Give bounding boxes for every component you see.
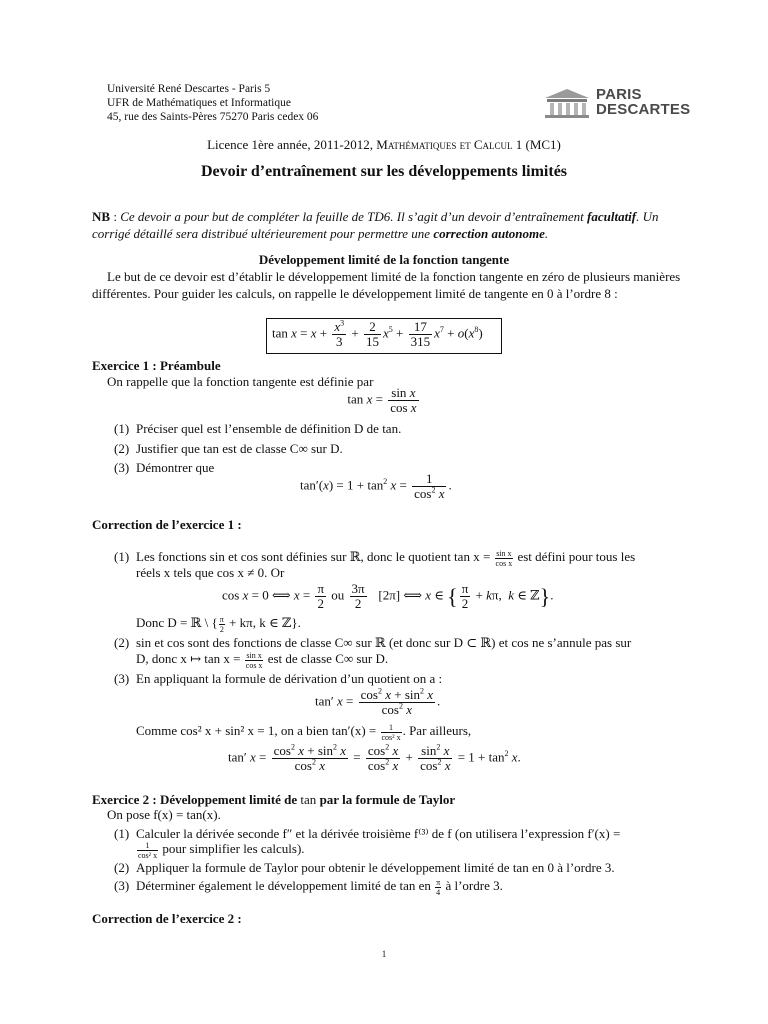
exercise-2-intro: On pose f(x) = tan(x). bbox=[107, 807, 221, 822]
paris-descartes-logo bbox=[541, 84, 691, 124]
exercise-1-heading: Exercice 1 : Préambule bbox=[92, 358, 221, 373]
tan-derivative-identity: $\tan'(x) = 1 + \tan^2 x$ = $\frac{1}{\cos^2 x}$ . bbox=[300, 471, 452, 501]
tan-definition: tan x = $\frac{\text{sin x}}{\text{cos x}}$ bbox=[347, 385, 417, 415]
tan-derivative-quotient: tan′ x = $\frac{\cos^2 x + \sin^2 x}{\cos^2 x}$ . bbox=[315, 686, 441, 717]
dl-intro: Le but de ce devoir est d’établir le développement limité de la fonction tangente en zéro de plusieurs manières différentes. Pour guider les calculs, on rappelle le développement limité de tangente en 0 à l’ordre 8 : bbox=[92, 269, 681, 301]
logo-building-icon bbox=[541, 86, 593, 120]
cos-zero-equivalence: cos x = 0 ⟺ x = $\frac{\pi}{2}$ ou $\frac{3\pi}{2}$ [2π] ⟺ x ∈ { $\frac{\pi}{2}$ + kπ, k ∈ ℤ}. bbox=[222, 581, 554, 611]
logo-text: PARIS DESCARTES bbox=[596, 86, 691, 118]
document-title: Devoir d’entraînement sur les développements limités bbox=[200, 163, 568, 180]
correction-1-a3: (3) En appliquant la formule de dérivation d’un quotient on a : bbox=[114, 671, 443, 686]
exercise-1-intro: On rappelle que la fonction tangente est définie par bbox=[107, 374, 374, 389]
exercise-2-q1-cont: $\frac{1}{\text{cos² x}}$ pour simplifier les calculs). bbox=[138, 840, 305, 860]
correction-1-a2-cont: D, donc x ↦ tan x = $\frac{\text{sin x}}{\text{cos x}}$ est de classe C∞ sur D. bbox=[136, 650, 389, 670]
exercise-1-q2: (2) Justifier que tan est de classe C∞ sur D. bbox=[114, 441, 343, 456]
exercise-2-heading: Exercice 2 : Développement limité de tan par la formule de Taylor bbox=[92, 792, 456, 807]
course-line: Licence 1ère année, 2011-2012, Mathématiques et Calcul 1 (MC1) bbox=[207, 137, 561, 152]
nb-paragraph: NB : Ce devoir a pour but de compléter la feuille de TD6. Il s’agit d’un devoir d’entraînement facultatif. Un corrigé détaillé sera distribué ultérieurement pour permettre une correction autonome. bbox=[92, 209, 659, 241]
exercise-2-q2: (2) Appliquer la formule de Taylor pour obtenir le développement limité de tan en 0 à l’ordre 3. bbox=[114, 860, 615, 875]
exercise-2-q3: (3) Déterminer également le développement limité de tan en $\frac{\pi}{4}$ à l’ordre 3. bbox=[114, 877, 503, 897]
page-number: 1 bbox=[381, 949, 387, 959]
correction-1-a2: (2) sin et cos sont des fonctions de classe C∞ sur ℝ (et donc sur D ⊂ ℝ) et cos ne s’annule pas sur bbox=[114, 635, 632, 650]
header-line-3: 45, rue des Saints-Pères 75270 Paris cedex 06 bbox=[107, 111, 319, 123]
correction-1-domain: Donc D = ℝ \ { $\frac{\pi}{2}$ + kπ, k ∈ ℤ}. bbox=[136, 614, 301, 634]
correction-1-a1: (1) Les fonctions sin et cos sont définies sur ℝ, donc le quotient tan x = $\frac{\text{sin x}}{\text{cos x}}$ est défini pour tous les bbox=[114, 548, 636, 568]
university-header bbox=[107, 82, 318, 124]
header-line-1: Université René Descartes - Paris 5 bbox=[107, 83, 271, 95]
correction-1-a3-cont: Comme cos² x + sin² x = 1, on a bien tan′(x) = $\frac{1}{\text{cos² x}}$ . Par ailleurs, bbox=[136, 722, 472, 742]
exercise-1-q1: (1) Préciser quel est l’ensemble de définition D de tan. bbox=[114, 421, 402, 436]
tan-expansion-formula: tan x = x + $\frac{x^3}{3}$ + $\frac{2}{15}$ $x^5$ + $\frac{17}{315}$ $x^7 + o(x^8)$ bbox=[266, 318, 502, 354]
section-heading-dl: Développement limité de la fonction tangente bbox=[258, 252, 510, 267]
exercise-1-q3: (3) Démontrer que bbox=[114, 460, 215, 475]
correction-1-heading: Correction de l’exercice 1 : bbox=[92, 517, 242, 532]
correction-1-a1-cont: réels x tels que cos x ≠ 0. Or bbox=[136, 565, 285, 580]
tan-derivative-expansion: tan′ x = $\frac{\cos^2 x + \sin^2 x}{\cos^2 x}$ = $\frac{\cos^2 x}{\cos^2 x}$ + $\frac{\sin^2 x}{\cos^2 x}$ = $1 + \tan^2 x$. bbox=[228, 742, 521, 773]
exercise-2-q1: (1) Calculer la dérivée seconde f″ et la dérivée troisième f⁽³⁾ de f (on utilisera l’expression f′(x) = bbox=[114, 826, 621, 841]
header-line-2: UFR de Mathématiques et Informatique bbox=[107, 97, 291, 109]
correction-2-heading: Correction de l’exercice 2 : bbox=[92, 911, 242, 926]
